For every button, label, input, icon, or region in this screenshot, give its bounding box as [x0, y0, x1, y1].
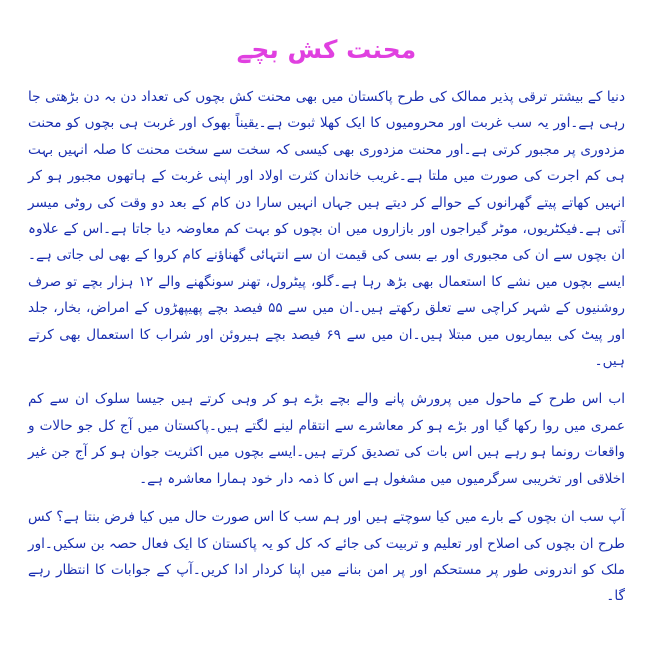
paragraph-child-labor-causes: دنیا کے بیشتر ترقی پذیر ممالک کی طرح پاکستان میں بھی محنت کش بچوں کی تعداد دن بہ دن بڑھتی جا رہی ہے۔اور یہ سب غربت اور محرومیوں کا ایک کھلا ثبوت ہے۔یقیناً بھوک اور غربت ہی بچوں کو محنت مزدوری پر مجبور کرتی ہے۔اور محنت مزدوری بھی کیسی کہ سخت سے سخت محنت کا صلہ انہیں بہت ہی کم اجرت کی صورت میں ملتا ہے۔غریب خاندان کثرت اولاد اور اپنی غربت کے ہاتھوں مجبور ہو کر انہیں کھاتے پیتے گھرانوں کے حوالے کر دیتے ہیں جہاں انہیں سارا دن کام کے بعد دو وقت کی روٹی میسر آتی ہے۔فیکٹریوں، موٹر گیراجوں اور بازاروں میں ان بچوں کو بہت کم معاوضہ دیا جاتا ہے۔اس کے علاوہ ان بچوں سے ان کی مجبوری اور بے بسی کی قیمت ان سے انتہائی گھناؤنے کام کروا کے بھی لی جاتی ہے۔ایسے بچوں میں نشے کا استعمال بھی بڑھ رہا ہے۔گلو، پیٹرول، تھنر سونگھنے والے ۱۲ ہزار بچے تو صرف روشنیوں کے شہر کراچی سے تعلق رکھتے ہیں۔ان میں سے ۵۵ فیصد بچے پھیپھڑوں کے امراض، بخار، جلد اور پیٹ کی بیماریوں میں مبتلا ہیں۔ان میں سے ۶۹ فیصد بچے ہیروئن اور شراب کا استعمال بھی کرتے ہیں۔ — [28, 89, 625, 370]
paragraph-call-to-action: آپ سب ان بچوں کے بارے میں کیا سوچتے ہیں اور ہم سب کا اس صورت حال میں کیا فرض بنتا ہے؟ کس طرح ان بچوں کی اصلاح اور تعلیم و تربیت کی جائے کہ کل کو یہ پاکستان کا ایک فعال حصہ بن سکیں۔اور ملک کو اندرونی طور پر مستحکم اور پر امن بنانے میں اپنا کردار ادا کریں۔آپ کے جوابات کا انتظار رہے گا۔ — [28, 509, 625, 605]
paragraph-consequences: اب اس طرح کے ماحول میں پرورش پانے والے بچے بڑے ہو کر وہی کرتے ہیں جیسا سلوک ان سے کم عمری میں روا رکھا گیا اور بڑے ہو کر معاشرے سے انتقام لینے لگتے ہیں۔پاکستان میں آج کل جو حالات و واقعات رونما ہو رہے ہیں اس بات کی تصدیق کرتے ہیں۔ایسے بچوں میں اکثریت جوان ہو کر آج جن غیر اخلاقی اور تخریبی سرگرمیوں میں مشغول ہے اس کا ذمہ دار خود ہمارا معاشرہ ہے۔ — [28, 391, 625, 487]
article-title: محنت کش بچے — [236, 35, 417, 64]
